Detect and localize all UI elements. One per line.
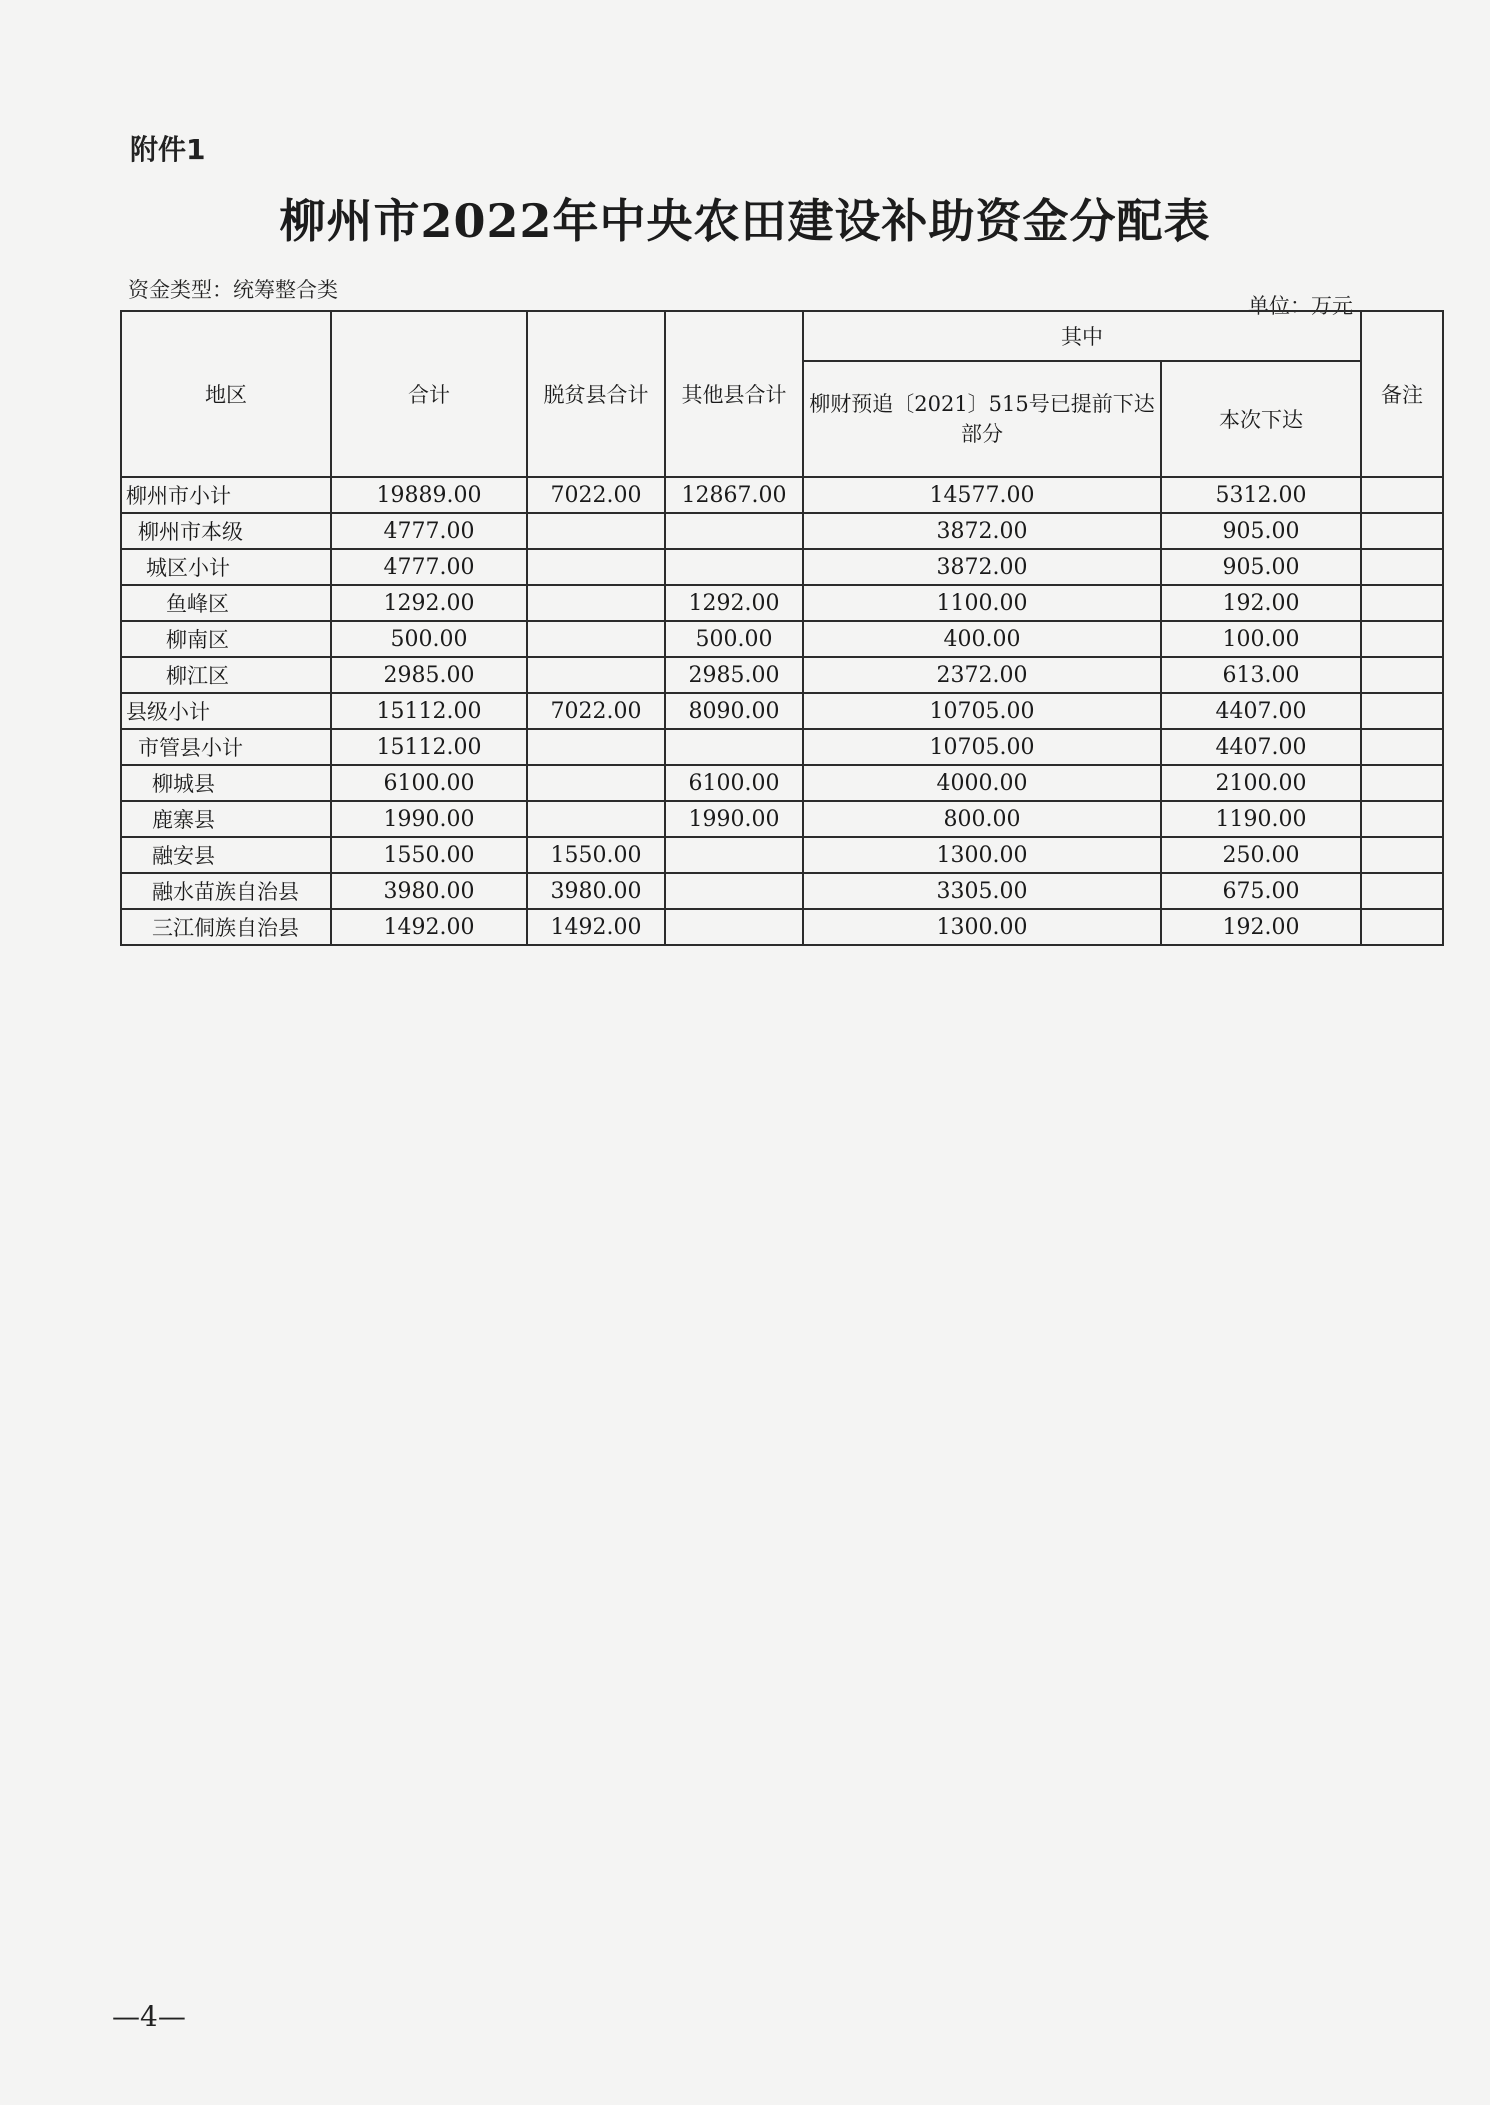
cell-region: 鱼峰区 — [121, 585, 331, 621]
cell-region: 柳州市本级 — [121, 513, 331, 549]
cell-advance: 14577.00 — [803, 477, 1161, 513]
cell-current: 5312.00 — [1161, 477, 1361, 513]
cell-region: 融水苗族自治县 — [121, 873, 331, 909]
cell-region: 县级小计 — [121, 693, 331, 729]
cell-region: 柳城县 — [121, 765, 331, 801]
table-row — [121, 513, 1443, 549]
cell-other: 1990.00 — [665, 801, 803, 837]
cell-current: 4407.00 — [1161, 729, 1361, 765]
cell-advance: 3305.00 — [803, 873, 1161, 909]
cell-total: 1990.00 — [331, 801, 527, 837]
cell-other — [665, 837, 803, 873]
table-row — [121, 549, 1443, 585]
cell-advance: 3872.00 — [803, 549, 1161, 585]
cell-remark — [1361, 765, 1443, 801]
cell-remark — [1361, 513, 1443, 549]
header-of-which: 其中 — [803, 311, 1361, 361]
cell-remark — [1361, 657, 1443, 693]
header-poverty-total: 脱贫县合计 — [527, 311, 665, 477]
cell-poverty — [527, 513, 665, 549]
cell-poverty — [527, 621, 665, 657]
cell-total: 1492.00 — [331, 909, 527, 945]
cell-remark — [1361, 801, 1443, 837]
cell-advance: 400.00 — [803, 621, 1161, 657]
cell-current: 2100.00 — [1161, 765, 1361, 801]
cell-current: 250.00 — [1161, 837, 1361, 873]
table-row — [121, 909, 1443, 945]
cell-remark — [1361, 621, 1443, 657]
cell-advance: 4000.00 — [803, 765, 1161, 801]
fund-type-label: 资金类型：统筹整合类 — [128, 278, 338, 302]
cell-total: 15112.00 — [331, 693, 527, 729]
cell-current: 100.00 — [1161, 621, 1361, 657]
cell-current: 905.00 — [1161, 513, 1361, 549]
cell-other — [665, 513, 803, 549]
cell-total: 1550.00 — [331, 837, 527, 873]
cell-poverty — [527, 549, 665, 585]
cell-other: 2985.00 — [665, 657, 803, 693]
cell-remark — [1361, 549, 1443, 585]
cell-poverty: 7022.00 — [527, 693, 665, 729]
cell-region: 鹿寨县 — [121, 801, 331, 837]
cell-total: 4777.00 — [331, 513, 527, 549]
cell-remark — [1361, 729, 1443, 765]
document-title: 柳州市2022年中央农田建设补助资金分配表 — [279, 194, 1211, 248]
table-row — [121, 477, 1443, 513]
table-row — [121, 837, 1443, 873]
header-remark: 备注 — [1361, 311, 1443, 477]
cell-advance: 3872.00 — [803, 513, 1161, 549]
table-row — [121, 873, 1443, 909]
cell-advance: 800.00 — [803, 801, 1161, 837]
cell-remark — [1361, 873, 1443, 909]
cell-other — [665, 549, 803, 585]
cell-total: 500.00 — [331, 621, 527, 657]
header-region: 地区 — [121, 311, 331, 477]
cell-total: 1292.00 — [331, 585, 527, 621]
table-row — [121, 729, 1443, 765]
cell-other — [665, 729, 803, 765]
cell-other: 8090.00 — [665, 693, 803, 729]
header-advance: 柳财预追〔2021〕515号已提前下达部分 — [803, 361, 1161, 477]
cell-advance: 10705.00 — [803, 693, 1161, 729]
cell-total: 19889.00 — [331, 477, 527, 513]
cell-other: 1292.00 — [665, 585, 803, 621]
cell-remark — [1361, 837, 1443, 873]
cell-other: 6100.00 — [665, 765, 803, 801]
cell-total: 3980.00 — [331, 873, 527, 909]
cell-region: 柳江区 — [121, 657, 331, 693]
cell-poverty: 1492.00 — [527, 909, 665, 945]
table-row — [121, 765, 1443, 801]
cell-region: 市管县小计 — [121, 729, 331, 765]
cell-advance: 10705.00 — [803, 729, 1161, 765]
header-current: 本次下达 — [1161, 361, 1361, 477]
cell-advance: 1300.00 — [803, 909, 1161, 945]
cell-region: 三江侗族自治县 — [121, 909, 331, 945]
cell-advance: 2372.00 — [803, 657, 1161, 693]
cell-total: 6100.00 — [331, 765, 527, 801]
cell-region: 柳州市小计 — [121, 477, 331, 513]
cell-current: 613.00 — [1161, 657, 1361, 693]
table-row — [121, 621, 1443, 657]
cell-other: 500.00 — [665, 621, 803, 657]
cell-remark — [1361, 909, 1443, 945]
table-row — [121, 657, 1443, 693]
cell-total: 15112.00 — [331, 729, 527, 765]
table-row — [121, 693, 1443, 729]
cell-advance: 1300.00 — [803, 837, 1161, 873]
cell-remark — [1361, 585, 1443, 621]
table-row — [121, 801, 1443, 837]
cell-poverty: 7022.00 — [527, 477, 665, 513]
attachment-label: 附件1 — [130, 133, 206, 166]
cell-region: 柳南区 — [121, 621, 331, 657]
cell-current: 675.00 — [1161, 873, 1361, 909]
page-number: —4— — [112, 2000, 186, 2033]
table-row — [121, 585, 1443, 621]
cell-remark — [1361, 477, 1443, 513]
cell-poverty — [527, 585, 665, 621]
cell-poverty: 3980.00 — [527, 873, 665, 909]
cell-advance: 1100.00 — [803, 585, 1161, 621]
cell-current: 192.00 — [1161, 585, 1361, 621]
cell-total: 2985.00 — [331, 657, 527, 693]
header-other-total: 其他县合计 — [665, 311, 803, 477]
cell-current: 192.00 — [1161, 909, 1361, 945]
table-body — [121, 477, 1443, 945]
cell-current: 4407.00 — [1161, 693, 1361, 729]
cell-poverty: 1550.00 — [527, 837, 665, 873]
cell-total: 4777.00 — [331, 549, 527, 585]
cell-current: 905.00 — [1161, 549, 1361, 585]
cell-poverty — [527, 765, 665, 801]
cell-current: 1190.00 — [1161, 801, 1361, 837]
unit-label: 单位：万元 — [1248, 294, 1353, 318]
cell-region: 城区小计 — [121, 549, 331, 585]
cell-region: 融安县 — [121, 837, 331, 873]
cell-poverty — [527, 729, 665, 765]
cell-remark — [1361, 693, 1443, 729]
cell-other — [665, 909, 803, 945]
cell-other: 12867.00 — [665, 477, 803, 513]
allocation-table — [120, 310, 1444, 946]
cell-poverty — [527, 801, 665, 837]
cell-other — [665, 873, 803, 909]
header-total: 合计 — [331, 311, 527, 477]
cell-poverty — [527, 657, 665, 693]
